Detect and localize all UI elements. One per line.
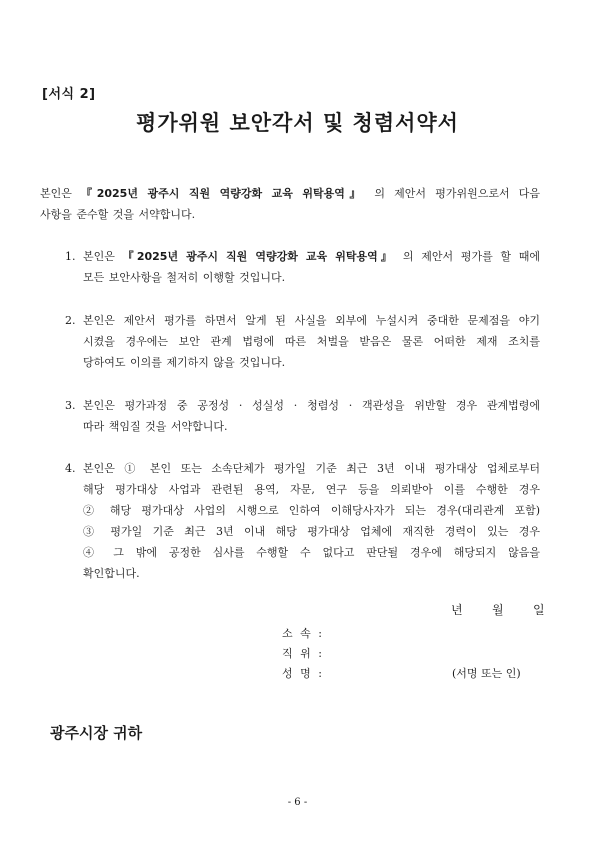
item-3-line1: 본인은 평가과정 중 공정성 · 성실성 · 청렴성 · 객관성을 위반할 경우 관계법령에	[83, 399, 540, 412]
pledge-item-4	[67, 458, 540, 584]
date-day-label: 일	[533, 603, 545, 617]
item-1-project-name: 『2025년 광주시 직원 역량강화 교육 위탁용역』	[122, 250, 396, 263]
item-number: 2.	[65, 314, 76, 327]
name-label: 성 명 :	[282, 667, 324, 680]
item-number: 3.	[65, 399, 76, 412]
item-number: 1.	[65, 250, 76, 263]
date-year-label: 년	[451, 603, 463, 617]
date-month-label: 월	[492, 603, 504, 617]
affiliation-label: 소 속 :	[282, 627, 324, 640]
pledge-item-3	[67, 395, 540, 437]
intro-line2: 사항을 준수할 것을 서약합니다.	[40, 208, 196, 221]
item-2-line1: 본인은 제안서 평가를 하면서 알게 된 사실을 외부에 누설시켜 중대한 문제점을 야기	[83, 314, 540, 327]
item-4-line6: 확인합니다.	[83, 567, 140, 580]
item-3-line2: 따라 책임질 것을 서약합니다.	[83, 420, 228, 433]
intro-pre: 본인은	[40, 187, 82, 200]
intro-post: 의 제안서 평가위원으로서 다음	[365, 187, 541, 200]
item-4-line1: 본인은 ① 본인 또는 소속단체가 평가일 기준 최근 3년 이내 평가대상 업체로부터	[83, 462, 540, 475]
intro-paragraph	[40, 183, 540, 225]
signature-note: (서명 또는 인)	[452, 667, 521, 680]
item-4-line2: 해당 평가대상 사업과 관련된 용역, 자문, 연구 등을 의뢰받아 이를 수행한 경우	[83, 483, 540, 496]
pledge-item-1	[67, 246, 540, 288]
position-label: 직 위 :	[282, 647, 324, 660]
item-2-line3: 당하여도 이의를 제기하지 않을 것입니다.	[83, 356, 286, 369]
item-4-line5: ④ 그 밖에 공정한 심사를 수행할 수 없다고 판단될 경우에 해당되지 않음을	[83, 546, 540, 559]
item-number: 4.	[65, 462, 76, 475]
intro-project-name: 『2025년 광주시 직원 역량강화 교육 위탁용역』	[81, 187, 366, 200]
form-number: [서식 2]	[42, 87, 96, 102]
item-2-line2: 시켰을 경우에는 보안 관계 법령에 따른 처벌을 받음은 물론 어떠한 제재 조치를	[83, 335, 540, 348]
item-1-pre: 본인은	[83, 250, 123, 263]
item-1-post: 의 제안서 평가를 할 때에	[395, 250, 541, 263]
item-4-line3: ② 해당 평가대상 사업의 시행으로 인하여 이해당사자가 되는 경우(대리관계 포함)	[83, 504, 540, 517]
addressee: 광주시장 귀하	[50, 724, 143, 742]
item-1-line2: 모든 보안사항을 철저히 이행할 것입니다.	[83, 271, 286, 284]
pledge-item-2	[67, 310, 540, 373]
document-title: 평가위원 보안각서 및 청렴서약서	[136, 111, 459, 135]
item-4-line4: ③ 평가일 기준 최근 3년 이내 해당 평가대상 업체에 재직한 경력이 있는 경우	[83, 525, 540, 538]
page-number: - 6 -	[287, 797, 308, 808]
